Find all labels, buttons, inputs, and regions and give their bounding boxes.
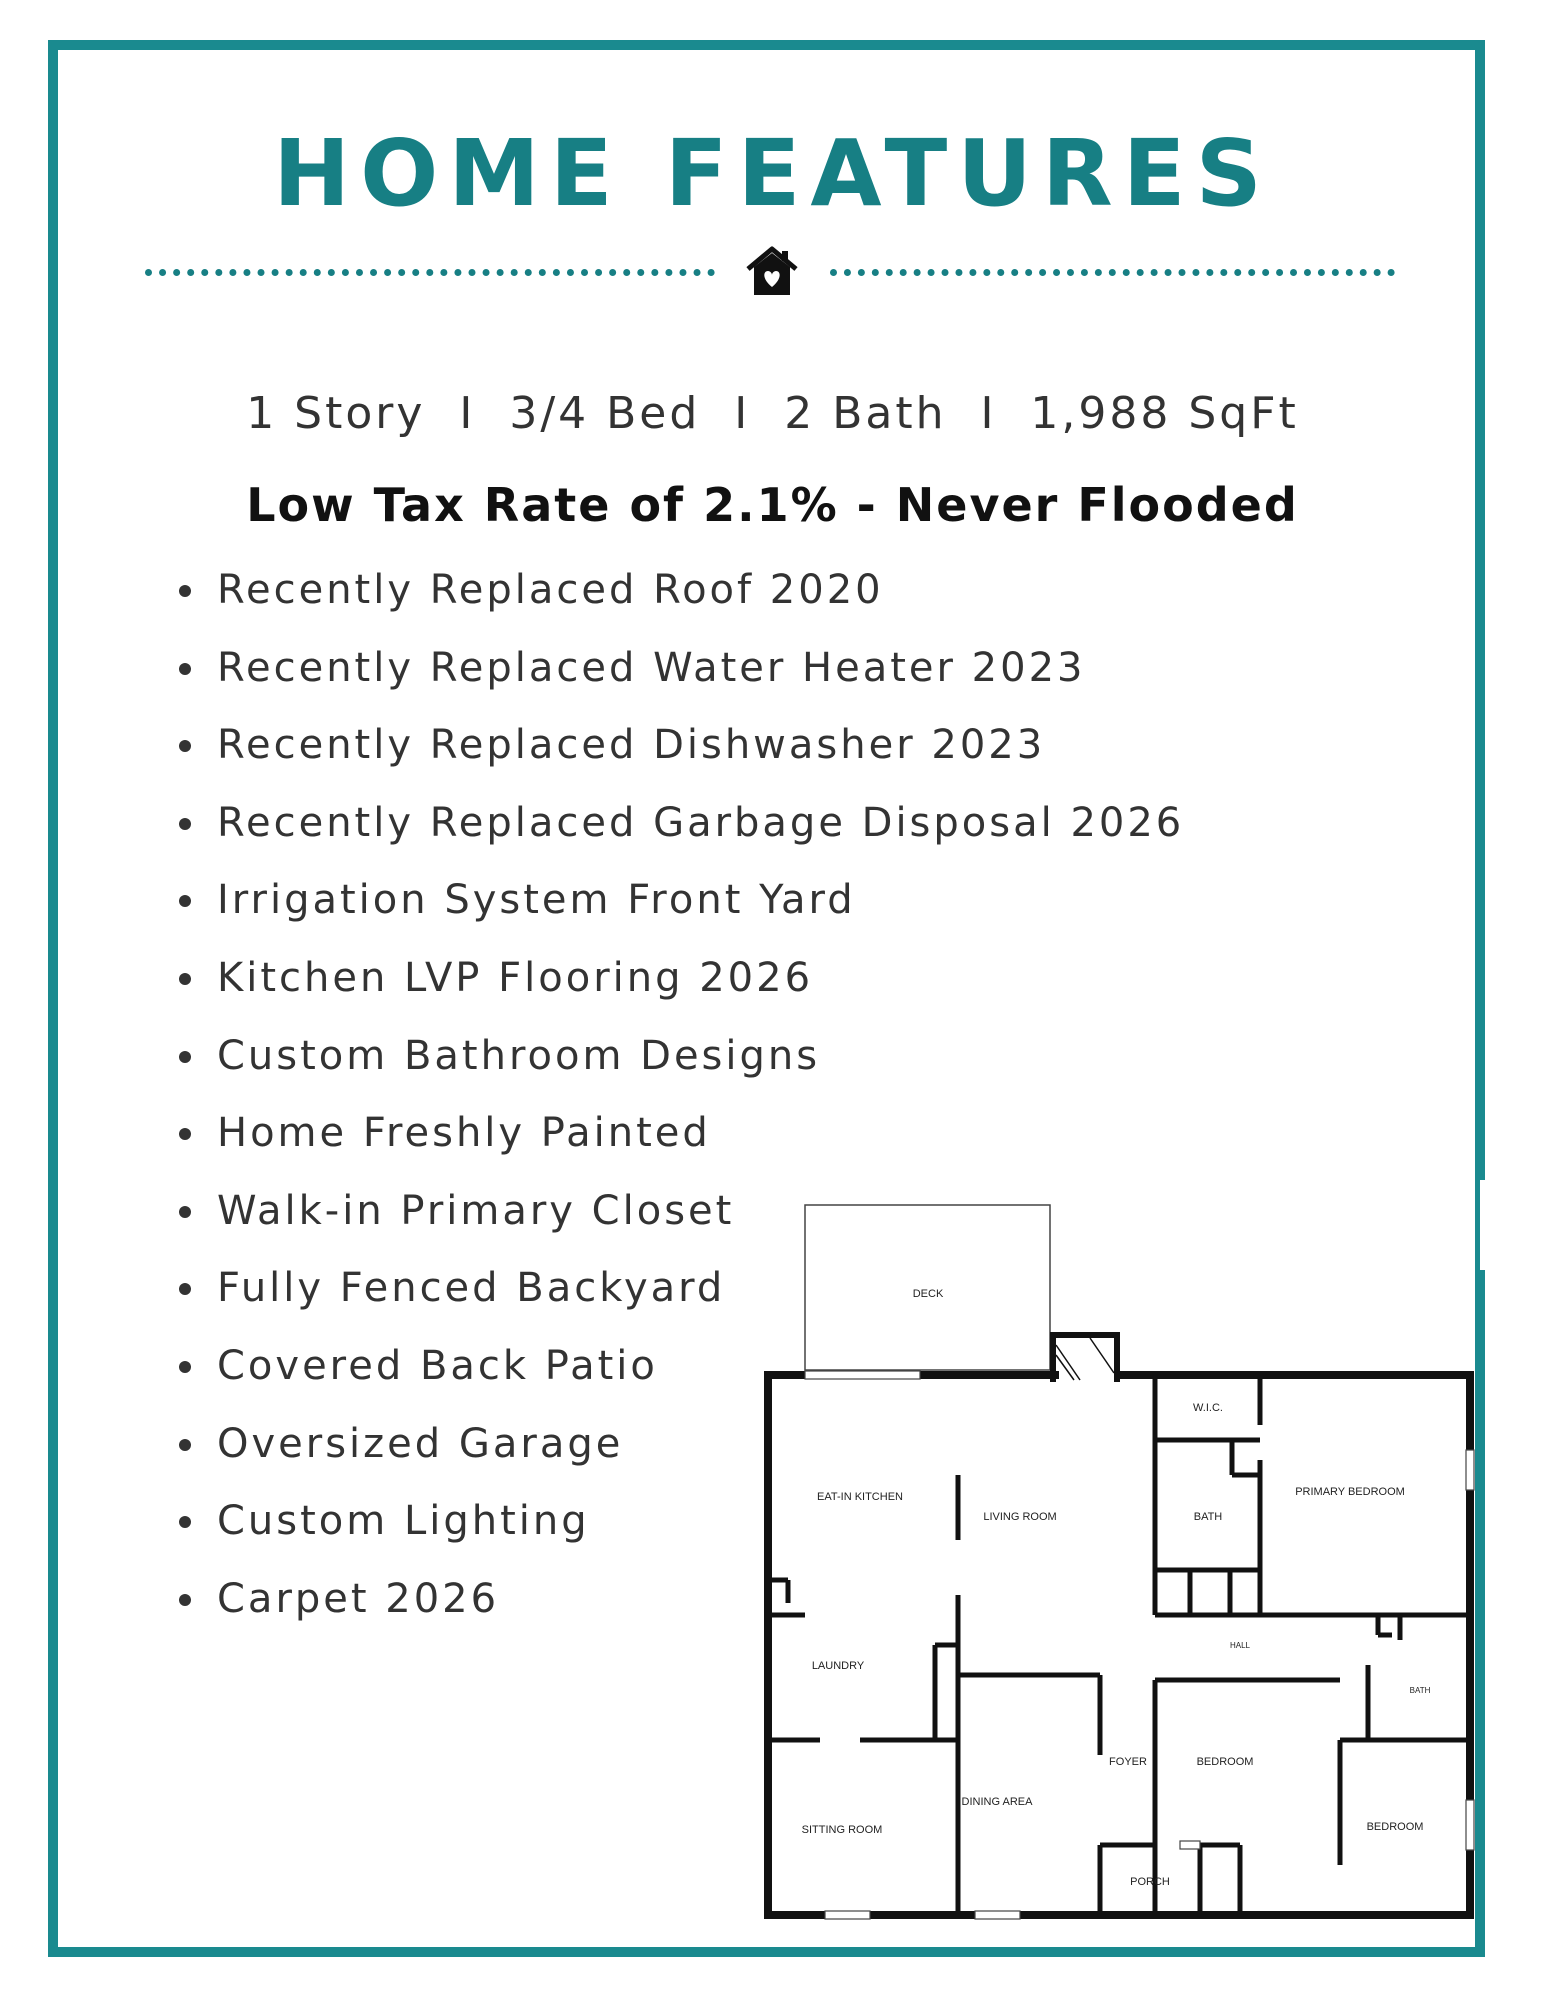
floor-plan — [760, 1195, 1480, 1930]
feature-item: Oversized Garage — [175, 1409, 1184, 1487]
room-label: BATH — [1193, 1511, 1223, 1523]
dotted-divider-right — [830, 269, 1395, 276]
room-label: BATH — [1409, 1686, 1431, 1695]
room-label: BEDROOM — [1366, 1821, 1424, 1833]
room-label: SITTING ROOM — [801, 1824, 883, 1836]
feature-item: Recently Replaced Roof 2020 — [175, 555, 1184, 633]
room-label: PRIMARY BEDROOM — [1295, 1486, 1405, 1498]
dotted-divider-left — [145, 269, 715, 276]
feature-item: Irrigation System Front Yard — [175, 865, 1184, 943]
feature-item: Custom Lighting — [175, 1486, 1184, 1564]
room-label: BEDROOM — [1196, 1756, 1254, 1768]
room-label: EAT-IN KITCHEN — [817, 1491, 903, 1503]
house-heart-icon — [744, 245, 800, 297]
room-label: PORCH — [1130, 1876, 1170, 1888]
room-label: LIVING ROOM — [983, 1511, 1057, 1523]
feature-item: Recently Replaced Garbage Disposal 2026 — [175, 788, 1184, 866]
feature-item: Covered Back Patio — [175, 1331, 1184, 1409]
room-label: LAUNDRY — [811, 1660, 865, 1672]
room-label: DECK — [912, 1288, 944, 1300]
feature-item: Walk-in Primary Closet — [175, 1176, 1184, 1254]
feature-item: Recently Replaced Water Heater 2023 — [175, 633, 1184, 711]
feature-item: Carpet 2026 — [175, 1564, 1184, 1642]
room-label: W.I.C. — [1193, 1402, 1223, 1414]
feature-item: Home Freshly Painted — [175, 1098, 1184, 1176]
tax-highlight: Low Tax Rate of 2.1% - Never Flooded — [246, 478, 1299, 532]
feature-item: Recently Replaced Dishwasher 2023 — [175, 710, 1184, 788]
page-title: HOME FEATURES — [273, 120, 1272, 227]
border-gap — [1480, 1180, 1500, 1270]
room-label: HALL — [1229, 1641, 1251, 1650]
feature-item: Fully Fenced Backyard — [175, 1253, 1184, 1331]
room-label: DINING AREA — [961, 1796, 1033, 1808]
property-stats: 1 Story I 3/4 Bed I 2 Bath I 1,988 SqFt — [246, 388, 1299, 439]
feature-item: Custom Bathroom Designs — [175, 1021, 1184, 1099]
feature-item: Kitchen LVP Flooring 2026 — [175, 943, 1184, 1021]
room-label: FOYER — [1109, 1756, 1147, 1768]
windows — [805, 1371, 1474, 1919]
